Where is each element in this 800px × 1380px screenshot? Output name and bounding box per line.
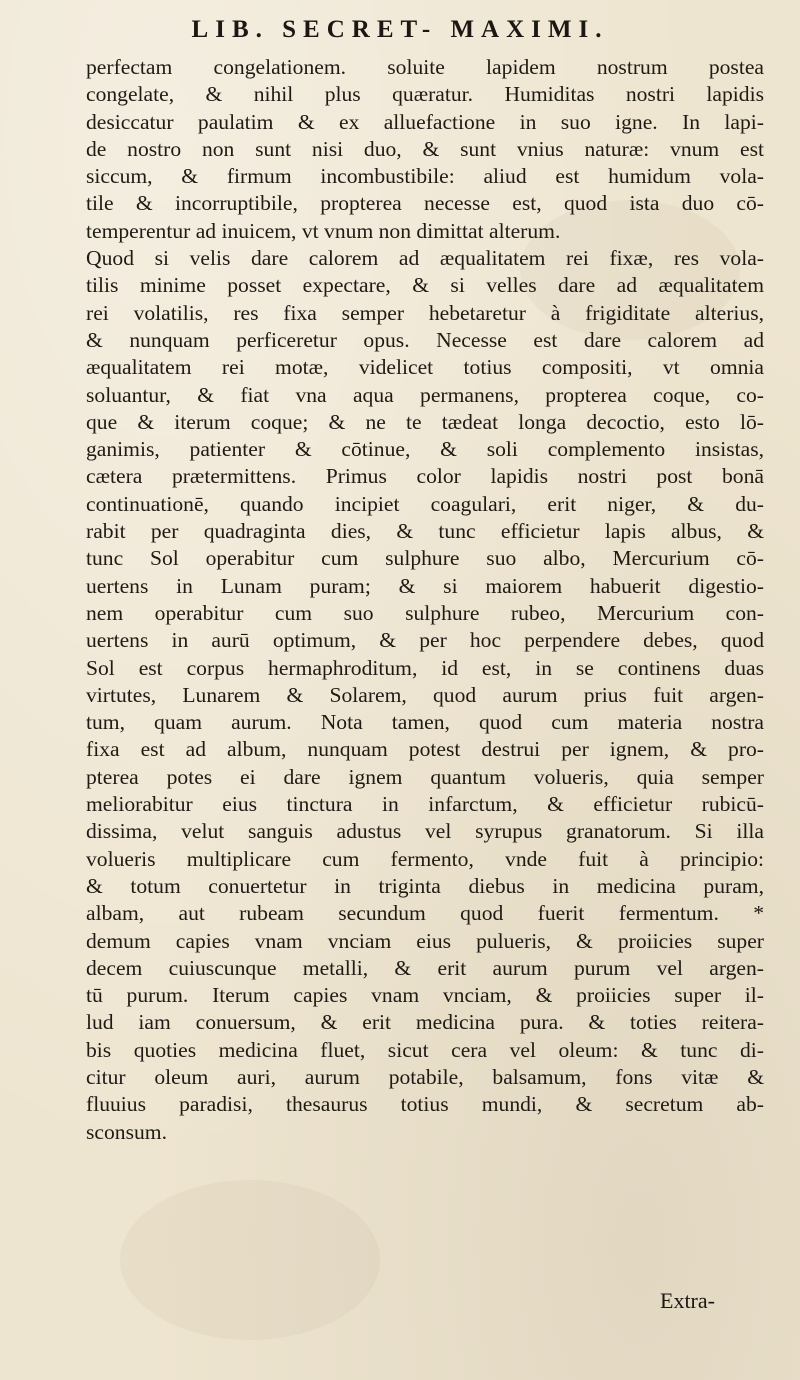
text-line: bis quoties medicina fluet, sicut cera vel oleum: & tunc di- xyxy=(86,1037,764,1062)
text-line: tum, quam aurum. Nota tamen, quod cum materia nostra xyxy=(86,710,764,735)
text-line: perfectam congelationem. soluite lapidem nostrum postea xyxy=(86,55,764,79)
text-line: dissima, velut sanguis adustus vel syrupus granatorum. Si illa xyxy=(86,819,764,844)
text-line: pterea potes ei dare ignem quantum volueris, quia semper xyxy=(86,764,764,789)
text-line: ganimis, patienter & cōtinue, & soli complemento insistas, xyxy=(86,437,764,462)
text-line: albam, aut rubeam secundum quod fuerit fermentum. * xyxy=(86,901,764,926)
text-line: desiccatur paulatim & ex alluefactione in suo igne. In lapi- xyxy=(86,109,764,134)
body-text xyxy=(86,54,764,1146)
text-line: demum capies vnam vnciam eius pulueris, & proiicies super xyxy=(86,928,764,953)
text-line: citur oleum auri, aurum potabile, balsamum, fons vitæ & xyxy=(86,1064,764,1089)
text-line: de nostro non sunt nisi duo, & sunt vnius naturæ: vnum est xyxy=(86,136,764,161)
text-line: sconsum. xyxy=(86,1119,167,1144)
text-line: & nunquam perficeretur opus. Necesse est dare calorem ad xyxy=(86,327,764,352)
text-line: nem operabitur cum suo sulphure rubeo, Mercurium con- xyxy=(86,600,764,625)
catchword: Extra- xyxy=(660,1288,715,1313)
text-line: temperentur ad inuicem, vt vnum non dimittat alterum. xyxy=(86,218,561,243)
text-line: uertens in aurū optimum, & per hoc perpendere debes, quod xyxy=(86,628,764,653)
text-line: volueris multiplicare cum fermento, vnde fuit à principio: xyxy=(86,846,764,871)
text-line: congelate, & nihil plus quæratur. Humiditas nostri lapidis xyxy=(86,82,764,107)
text-line: Quod si velis dare calorem ad æqualitatem rei fixæ, res vola- xyxy=(86,246,764,271)
text-line: lud iam conuersum, & erit medicina pura. & toties reitera- xyxy=(86,1010,764,1035)
text-line: fluuius paradisi, thesaurus totius mundi, & secretum ab- xyxy=(86,1092,764,1117)
text-line: meliorabitur eius tinctura in infarctum, & efficietur rubicū- xyxy=(86,792,764,817)
text-line: Sol est corpus hermaphroditum, id est, in se continens duas xyxy=(86,655,764,680)
text-line: cætera prætermittens. Primus color lapidis nostri post bonā xyxy=(86,464,764,489)
text-line: virtutes, Lunarem & Solarem, quod aurum prius fuit argen- xyxy=(86,682,764,707)
running-header xyxy=(0,16,800,44)
text-line: soluantur, & fiat vna aqua permanens, propterea coque, co- xyxy=(86,382,764,407)
text-line: continuationē, quando incipiet coagulari, erit niger, & du- xyxy=(86,491,764,516)
text-line: decem cuiuscunque metalli, & erit aurum purum vel argen- xyxy=(86,955,764,980)
text-line: rei volatilis, res fixa semper hebetaretur à frigiditate alterius, xyxy=(86,300,764,325)
text-line: æqualitatem rei motæ, videlicet totius compositi, vt omnia xyxy=(86,355,764,380)
text-line: siccum, & firmum incombustibile: aliud est humidum vola- xyxy=(86,164,764,189)
running-header-text: LIB. SECRET- MAXIMI. xyxy=(191,16,609,43)
paper-stain xyxy=(120,1180,380,1340)
text-line: rabit per quadraginta dies, & tunc efficietur lapis albus, & xyxy=(86,519,764,544)
text-line: tū purum. Iterum capies vnam vnciam, & proiicies super il- xyxy=(86,983,764,1008)
text-line: & totum conuertetur in triginta diebus in medicina puram, xyxy=(86,873,764,898)
text-line: tunc Sol operabitur cum sulphure suo albo, Mercurium cō- xyxy=(86,546,764,571)
text-line: tilis minime posset expectare, & si velles dare ad æqualitatem xyxy=(86,273,764,298)
text-line: tile & incorruptibile, propterea necesse est, quod ista duo cō- xyxy=(86,191,764,216)
text-line: que & iterum coque; & ne te tædeat longa decoctio, esto lō- xyxy=(86,409,764,434)
text-line: uertens in Lunam puram; & si maiorem habuerit digestio- xyxy=(86,573,764,598)
text-line: fixa est ad album, nunquam potest destrui per ignem, & pro- xyxy=(86,737,764,762)
